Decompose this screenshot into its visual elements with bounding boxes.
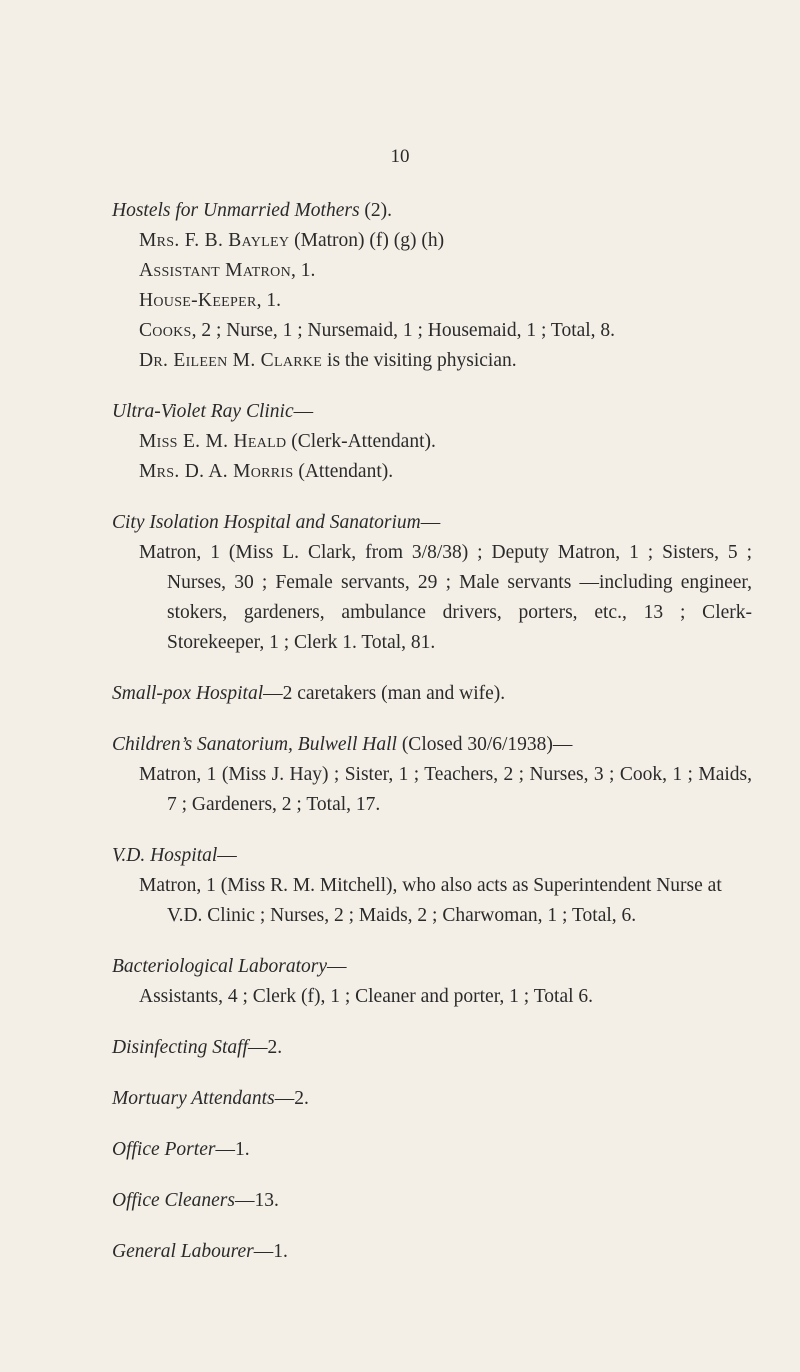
disinfecting-rest: —2. [247,1037,283,1058]
assistant-matron-label: Assistant Matron [139,260,291,281]
bacteriological-heading: Bacteriological Laboratory [112,956,328,977]
physician-role: is the visiting physician. [322,350,517,371]
office-porter-rest: —1. [215,1139,250,1160]
ultra-violet-line-2 [112,457,752,487]
mortuary-rest: —2. [274,1088,309,1109]
vd-hospital-dash: — [217,845,237,866]
hostels-matron-line [112,226,752,256]
city-isolation-heading-line [112,508,752,538]
office-cleaners-section [112,1186,752,1216]
ultra-violet-dash: — [293,401,314,422]
cooks-label: Cooks [139,320,192,341]
mortuary-section [112,1084,752,1114]
morris-role: (Attendant). [293,461,394,482]
childrens-heading-rest: (Closed 30/6/1938)— [396,734,573,755]
assistant-matron-count: , 1. [291,260,316,281]
hostels-section [112,196,752,376]
matron-name: Mrs. F. B. Bayley [139,230,290,251]
disinfecting-heading: Disinfecting Staff [112,1037,248,1058]
smallpox-line [112,679,752,709]
heald-name: Miss E. M. Heald [139,431,287,452]
house-keeper-count: , 1. [256,290,281,311]
general-labourer-heading: General Labourer [112,1241,254,1262]
heald-role: (Clerk-Attendant). [286,431,436,452]
hostels-assistant-line [112,256,752,286]
city-isolation-heading: City Isolation Hospital and Sanatorium [112,512,421,533]
childrens-heading: Children’s Sanatorium, Bulwell Hall [112,734,397,755]
city-isolation-section [112,508,752,658]
vd-hospital-body: Matron, 1 (Miss R. M. Mitchell), who also acts as Superintendent Nurse at V.D. Clinic ; Nurses, 2 ; Maids, 2 ; Charwoman, 1 ; Total, 6. [139,875,722,926]
general-labourer-section [112,1237,752,1267]
bacteriological-dash: — [327,956,347,977]
bacteriological-section [112,952,752,1012]
vd-hospital-heading: V.D. Hospital [112,845,218,866]
matron-role: (Matron) (f) (g) (h) [289,230,445,251]
smallpox-heading: Small-pox Hospital [112,683,264,704]
ultra-violet-section [112,397,752,487]
morris-name: Mrs. D. A. Morris [139,461,294,482]
disinfecting-section [112,1033,752,1063]
office-cleaners-rest: —13. [234,1190,279,1211]
childrens-body: Matron, 1 (Miss J. Hay) ; Sister, 1 ; Teachers, 2 ; Nurses, 3 ; Cook, 1 ; Maids, 7 ; Gardeners, 2 ; Total, 17. [139,764,752,815]
bacteriological-heading-line [112,952,752,982]
hostels-physician-line [112,346,752,376]
hostels-cooks-line [112,316,752,346]
hostels-heading-line [112,196,752,226]
house-keeper-label: House-Keeper [139,290,257,311]
cooks-rest: , 2 ; Nurse, 1 ; Nursemaid, 1 ; Housemaid, 1 ; Total, 8. [191,320,616,341]
staff-list [112,196,752,1288]
hostels-heading-suffix: (2). [359,200,393,221]
city-isolation-body: Matron, 1 (Miss L. Clark, from 3/8/38) ; Deputy Matron, 1 ; Sisters, 5 ; Nurses, 30 ; Female servants, 29 ; Male servants —including engineer, stokers, gardeners, ambulance drivers, porters, etc., 13 ; Clerk-Storekeeper, 1 ; Clerk 1. Total, 81. [139,542,752,653]
childrens-heading-line [112,730,752,760]
hostels-heading: Hostels for Unmarried Mothers [112,200,360,221]
city-isolation-dash: — [420,512,441,533]
mortuary-heading: Mortuary Attendants [112,1088,275,1109]
smallpox-rest: —2 caretakers (man and wife). [263,683,506,704]
vd-hospital-section [112,841,752,931]
office-cleaners-heading: Office Cleaners [112,1190,235,1211]
smallpox-section [112,679,752,709]
bacteriological-body: Assistants, 4 ; Clerk (f), 1 ; Cleaner and porter, 1 ; Total 6. [139,986,594,1007]
vd-hospital-heading-line [112,841,752,871]
office-porter-section [112,1135,752,1165]
general-labourer-rest: —1. [253,1241,288,1262]
page-number: 10 [390,146,410,167]
hostels-housekeeper-line [112,286,752,316]
ultra-violet-line-1 [112,427,752,457]
office-porter-heading: Office Porter [112,1139,216,1160]
ultra-violet-heading-line [112,397,752,427]
childrens-section [112,730,752,820]
physician-name: Dr. Eileen M. Clarke [139,350,323,371]
ultra-violet-heading: Ultra-Violet Ray Clinic [112,401,294,422]
